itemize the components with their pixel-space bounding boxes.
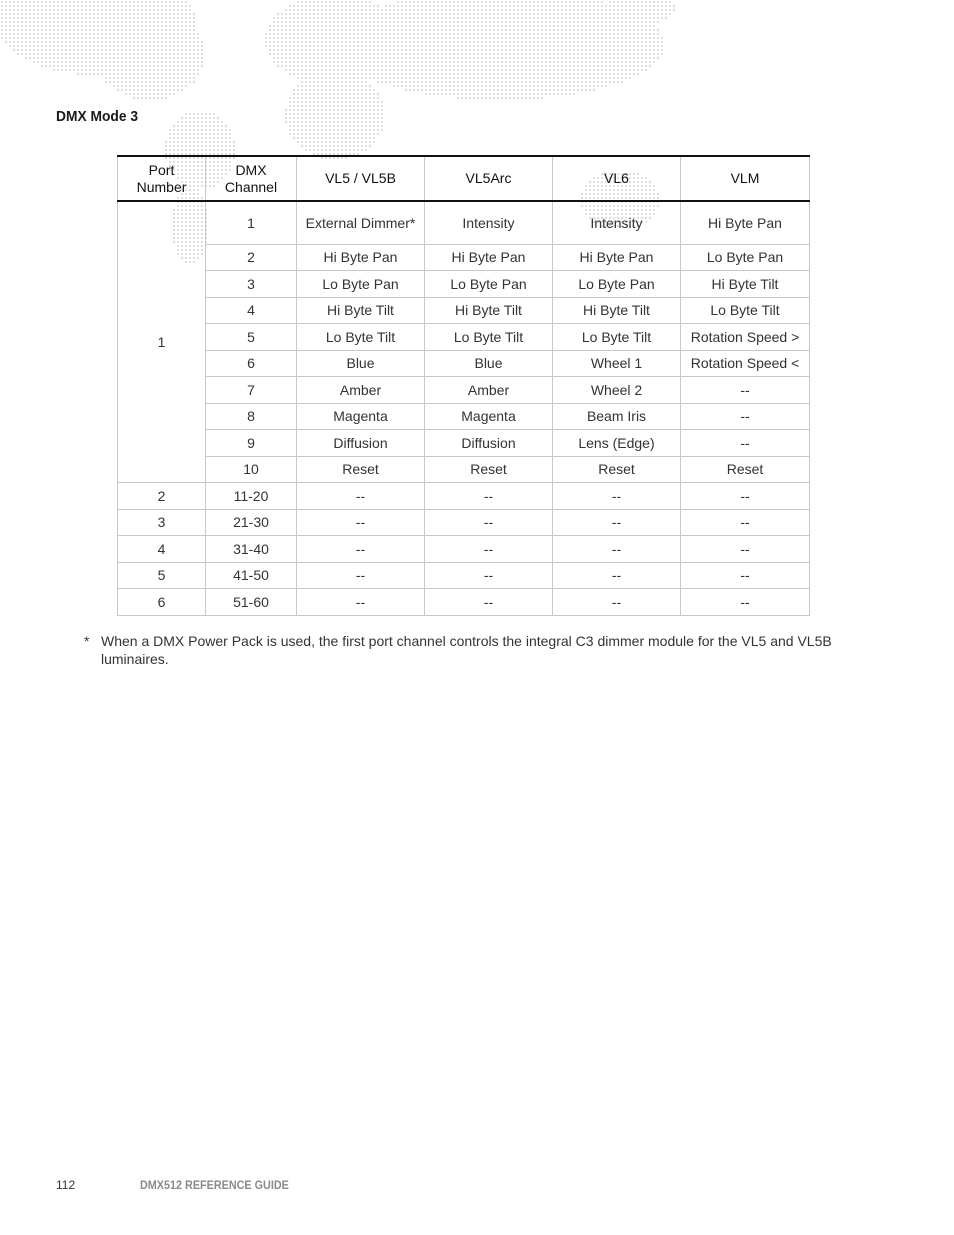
- vl6-cell: Beam Iris: [553, 403, 681, 430]
- port-number-cell: 1: [118, 201, 206, 483]
- vlm-cell: Lo Byte Pan: [681, 244, 810, 271]
- vl5-vl5b-cell: Lo Byte Pan: [297, 271, 425, 298]
- table-row: [118, 456, 810, 483]
- guide-title: DMX512 REFERENCE GUIDE: [140, 1178, 289, 1192]
- vl6-cell: --: [553, 536, 681, 563]
- vl5-vl5b-cell: Hi Byte Pan: [297, 244, 425, 271]
- table-row: [118, 483, 810, 510]
- vl6-cell: Lens (Edge): [553, 430, 681, 457]
- table-row: [118, 403, 810, 430]
- header-vlm: VLM: [681, 156, 810, 201]
- vl5arc-cell: Blue: [425, 350, 553, 377]
- vl5-vl5b-cell: Lo Byte Tilt: [297, 324, 425, 351]
- port-number-cell: 4: [118, 536, 206, 563]
- header-vl5-vl5b: VL5 / VL5B: [297, 156, 425, 201]
- vl5arc-cell: Lo Byte Pan: [425, 271, 553, 298]
- dmx-channel-cell: 10: [206, 456, 297, 483]
- vl5arc-cell: Hi Byte Pan: [425, 244, 553, 271]
- vl5arc-cell: Diffusion: [425, 430, 553, 457]
- vl5arc-cell: Amber: [425, 377, 553, 404]
- vl5arc-cell: Lo Byte Tilt: [425, 324, 553, 351]
- dmx-channel-cell: 1: [206, 201, 297, 244]
- vlm-cell: --: [681, 562, 810, 589]
- vl5arc-cell: --: [425, 589, 553, 616]
- vl5-vl5b-cell: Magenta: [297, 403, 425, 430]
- vl5-vl5b-cell: --: [297, 509, 425, 536]
- table-row: [118, 589, 810, 616]
- vl6-cell: Hi Byte Pan: [553, 244, 681, 271]
- table-row: [118, 201, 810, 244]
- vl5arc-cell: --: [425, 562, 553, 589]
- vl5-vl5b-cell: Blue: [297, 350, 425, 377]
- vl6-cell: --: [553, 483, 681, 510]
- table-row: [118, 297, 810, 324]
- footnote: [84, 632, 854, 668]
- vl5-vl5b-cell: --: [297, 562, 425, 589]
- dmx-channel-cell: 6: [206, 350, 297, 377]
- table-row: [118, 324, 810, 351]
- vlm-cell: --: [681, 403, 810, 430]
- port-number-cell: 3: [118, 509, 206, 536]
- vlm-cell: Hi Byte Pan: [681, 201, 810, 244]
- vlm-cell: --: [681, 377, 810, 404]
- vl5-vl5b-cell: --: [297, 536, 425, 563]
- dmx-channel-cell: 8: [206, 403, 297, 430]
- vl5-vl5b-cell: Amber: [297, 377, 425, 404]
- vl6-cell: Intensity: [553, 201, 681, 244]
- section-title: DMX Mode 3: [56, 108, 139, 125]
- footnote-text: When a DMX Power Pack is used, the first port channel controls the integral C3 dimmer module for the VL5 and VL5B luminaires.: [101, 633, 832, 667]
- dmx-channel-cell: 4: [206, 297, 297, 324]
- vlm-cell: --: [681, 430, 810, 457]
- table-row: [118, 271, 810, 298]
- vlm-cell: Rotation Speed <: [681, 350, 810, 377]
- vlm-cell: --: [681, 589, 810, 616]
- dmx-channel-cell: 51-60: [206, 589, 297, 616]
- dmx-channel-cell: 7: [206, 377, 297, 404]
- vlm-cell: --: [681, 536, 810, 563]
- header-vl5arc: VL5Arc: [425, 156, 553, 201]
- vlm-cell: Rotation Speed >: [681, 324, 810, 351]
- dmx-channel-cell: 11-20: [206, 483, 297, 510]
- table-row: [118, 562, 810, 589]
- table-row: [118, 536, 810, 563]
- vlm-cell: Lo Byte Tilt: [681, 297, 810, 324]
- dmx-channel-cell: 31-40: [206, 536, 297, 563]
- vl5arc-cell: --: [425, 483, 553, 510]
- vl5-vl5b-cell: Hi Byte Tilt: [297, 297, 425, 324]
- table-row: [118, 377, 810, 404]
- footnote-marker: *: [84, 633, 90, 649]
- vl5-vl5b-cell: Diffusion: [297, 430, 425, 457]
- vl5arc-cell: Magenta: [425, 403, 553, 430]
- dmx-channel-cell: 5: [206, 324, 297, 351]
- vlm-cell: Reset: [681, 456, 810, 483]
- vl5-vl5b-cell: Reset: [297, 456, 425, 483]
- vl6-cell: --: [553, 562, 681, 589]
- table-row: [118, 244, 810, 271]
- vl5-vl5b-cell: --: [297, 483, 425, 510]
- vl6-cell: Lo Byte Tilt: [553, 324, 681, 351]
- vl5arc-cell: Intensity: [425, 201, 553, 244]
- vl6-cell: Hi Byte Tilt: [553, 297, 681, 324]
- vl5arc-cell: Hi Byte Tilt: [425, 297, 553, 324]
- port-number-cell: 2: [118, 483, 206, 510]
- table-row: [118, 350, 810, 377]
- vl5arc-cell: --: [425, 509, 553, 536]
- vl6-cell: --: [553, 589, 681, 616]
- table-row: [118, 430, 810, 457]
- vlm-cell: Hi Byte Tilt: [681, 271, 810, 298]
- vl6-cell: Lo Byte Pan: [553, 271, 681, 298]
- header-vl6: VL6: [553, 156, 681, 201]
- port-number-cell: 6: [118, 589, 206, 616]
- vl6-cell: Wheel 1: [553, 350, 681, 377]
- dmx-channel-cell: 2: [206, 244, 297, 271]
- dmx-channel-cell: 3: [206, 271, 297, 298]
- dmx-channel-cell: 9: [206, 430, 297, 457]
- vl6-cell: Wheel 2: [553, 377, 681, 404]
- header-port-number: Port Number: [118, 156, 206, 201]
- vlm-cell: --: [681, 509, 810, 536]
- table-header-row: [118, 156, 810, 201]
- dmx-channel-cell: 41-50: [206, 562, 297, 589]
- vl5-vl5b-cell: --: [297, 589, 425, 616]
- port-number-cell: 5: [118, 562, 206, 589]
- header-dmx-channel: DMX Channel: [206, 156, 297, 201]
- vlm-cell: --: [681, 483, 810, 510]
- vl5-vl5b-cell: External Dimmer*: [297, 201, 425, 244]
- vl5arc-cell: --: [425, 536, 553, 563]
- dmx-mode-3-table: [117, 155, 810, 616]
- dmx-channel-cell: 21-30: [206, 509, 297, 536]
- vl6-cell: Reset: [553, 456, 681, 483]
- page-number: 112: [56, 1178, 76, 1192]
- vl6-cell: --: [553, 509, 681, 536]
- vl5arc-cell: Reset: [425, 456, 553, 483]
- table-row: [118, 509, 810, 536]
